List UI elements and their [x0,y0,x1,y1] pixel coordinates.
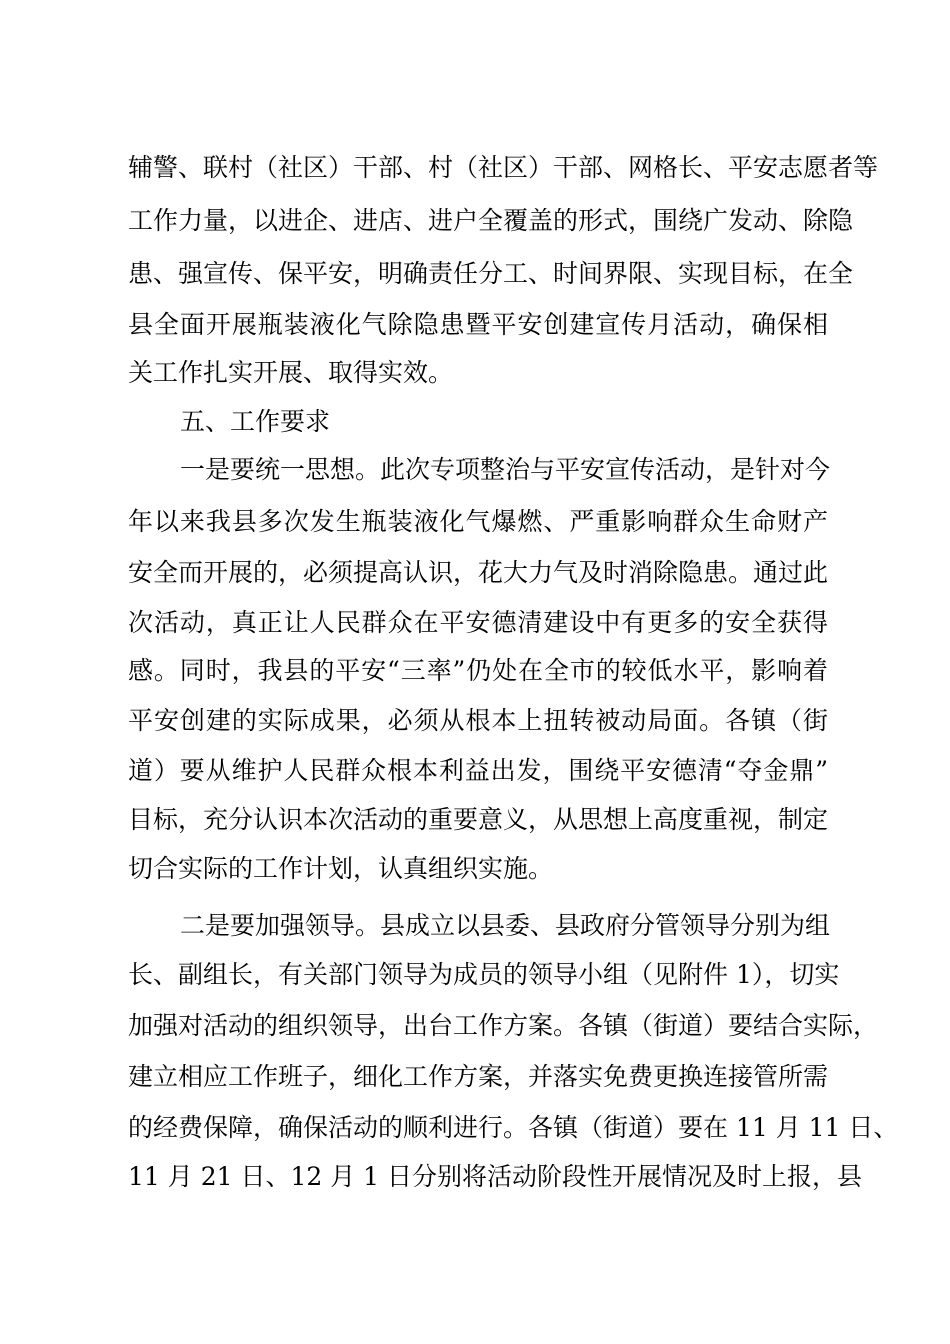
body-text-line: 的经费保障，确保活动的顺利进行。各镇（街道）要在 11 月 11 日、 [128,1113,899,1142]
body-text-line: 加强对活动的组织领导，出台工作方案。各镇（街道）要结合实际， [128,1011,879,1040]
body-text-line: 平安创建的实际成果，必须从根本上扭转被动局面。各镇（街 [128,706,828,735]
paragraph-lead: 一是要统一思想。 [180,455,381,484]
body-text-line: 次活动，真正让人民群众在平安德清建设中有更多的安全获得 [128,608,828,637]
body-text-line: 辅警、联村（社区）干部、村（社区）干部、网格长、平安志愿者等 [128,153,879,182]
paragraph-first-line [180,906,831,946]
body-text-line: 患、强宣传、保平安，明确责任分工、时间界限、实现目标，在全 [128,259,854,288]
paragraph-text: 此次专项整治与平安宣传活动，是针对今 [380,455,831,484]
body-text-line: 工作力量，以进企、进店、进户全覆盖的形式，围绕广发动、除隐 [128,206,854,235]
body-text-line: 11 月 21 日、12 月 1 日分别将活动阶段性开展情况及时上报，县 [128,1162,863,1191]
body-text-line: 感。同时，我县的平安“三率”仍处在全市的较低水平，影响着 [128,656,828,685]
body-text-line: 道）要从维护人民群众根本利益出发，围绕平安德清“夺金鼎” [128,756,828,785]
body-text-line: 目标，充分认识本次活动的重要意义，从思想上高度重视，制定 [128,805,829,834]
body-text-line: 安全而开展的，必须提高认识，花大力气及时消除隐患。通过此 [128,558,829,587]
body-text-line: 关工作扎实开展、取得实效。 [128,358,454,387]
paragraph-first-line [180,450,831,490]
body-text-line: 年以来我县多次发生瓶装液化气爆燃、严重影响群众生命财产 [128,507,828,536]
body-text-line: 县全面开展瓶装液化气除隐患暨平安创建宣传月活动，确保相 [128,310,828,339]
paragraph-text: 县成立以县委、县政府分管领导分别为组 [380,911,831,940]
body-text-line: 长、副组长，有关部门领导为成员的领导小组（见附件 1），切实 [128,960,840,989]
paragraph-lead: 二是要加强领导。 [180,911,381,940]
section-heading: 五、工作要求 [180,407,331,436]
body-text-line: 建立相应工作班子，细化工作方案，并落实免费更换连接管所需 [128,1062,829,1091]
body-text-line: 切合实际的工作计划，认真组织实施。 [128,854,554,883]
